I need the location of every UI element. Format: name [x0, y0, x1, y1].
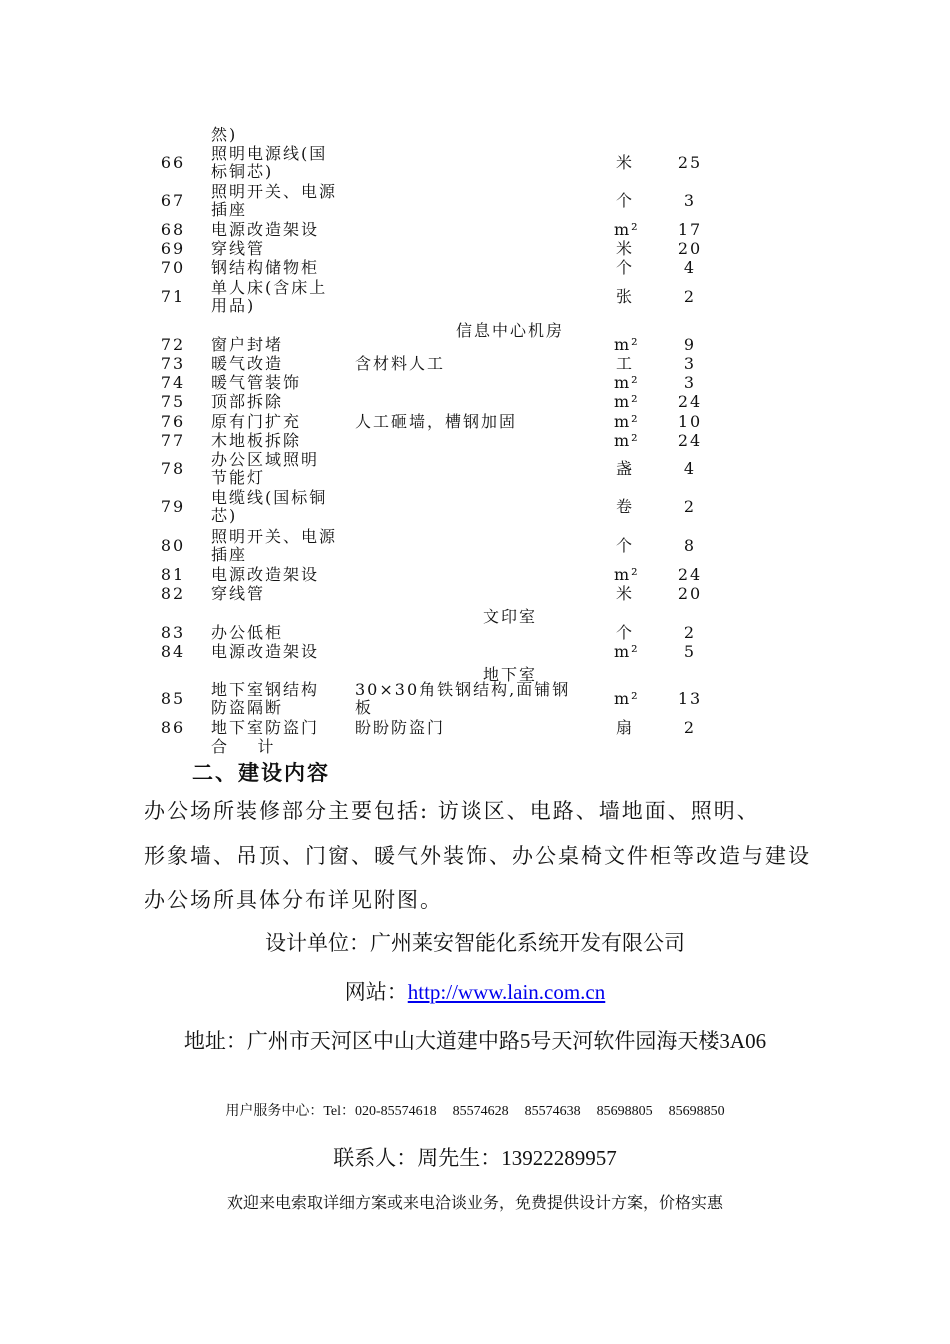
row-number: 78 — [160, 459, 186, 478]
phone-number: 85574628 — [452, 1104, 509, 1119]
item-name: 办公区域照明 节能灯 — [211, 450, 320, 487]
item-quantity: 4 — [683, 459, 697, 478]
item-unit: m² — [614, 220, 640, 239]
phone-number: 85698850 — [668, 1104, 725, 1119]
item-unit: m² — [614, 565, 640, 584]
item-description: 人工砸墙，槽钢加固 — [355, 412, 518, 431]
item-name: 合 计 — [211, 737, 276, 756]
website-link[interactable]: http://www.lain.com.cn — [407, 980, 606, 1004]
row-number: 83 — [160, 623, 186, 642]
item-quantity: 2 — [683, 623, 697, 642]
item-quantity: 25 — [677, 153, 703, 172]
item-unit: m² — [614, 373, 640, 392]
item-name: 穿线管 — [211, 239, 266, 258]
item-name: 穿线管 — [211, 584, 266, 603]
item-unit: 个 — [615, 191, 634, 210]
address: 地址：广州市天河区中山大道建中路5号天河软件园海天楼3A06 — [183, 1029, 767, 1053]
item-quantity: 13 — [677, 689, 703, 708]
row-number: 69 — [160, 239, 186, 258]
item-unit: m² — [614, 431, 640, 450]
welcome-note: 欢迎来电索取详细方案或来电洽谈业务，免费提供设计方案，价格实惠 — [226, 1195, 723, 1212]
row-number: 70 — [160, 258, 186, 277]
item-unit: 工 — [615, 354, 634, 373]
item-name: 木地板拆除 — [211, 431, 302, 450]
section-heading: 二、建设内容 — [192, 760, 330, 785]
item-quantity: 2 — [683, 497, 697, 516]
row-number: 84 — [160, 642, 186, 661]
item-name: 暖气管装饰 — [211, 373, 302, 392]
row-number: 73 — [160, 354, 186, 373]
item-quantity: 24 — [677, 431, 703, 450]
item-unit: 个 — [615, 536, 634, 555]
website-label: 网站： — [344, 980, 408, 1004]
item-description: 盼盼防盗门 — [355, 718, 446, 737]
item-quantity: 2 — [683, 718, 697, 737]
phone-number: 85574638 — [524, 1104, 581, 1119]
item-description: 含材料人工 — [355, 354, 446, 373]
item-name: 暖气改造 — [211, 354, 284, 373]
item-name: 照明电源线(国 标铜芯) — [211, 144, 328, 181]
item-name: 电源改造架设 — [211, 565, 320, 584]
item-unit: 个 — [615, 258, 634, 277]
phone-number: 85698805 — [596, 1104, 653, 1119]
item-quantity: 10 — [677, 412, 703, 431]
row-number: 72 — [160, 335, 186, 354]
item-quantity: 5 — [683, 642, 697, 661]
item-name: 顶部拆除 — [211, 392, 284, 411]
item-unit: m² — [614, 412, 640, 431]
item-name: 原有门扩充 — [211, 412, 302, 431]
contact-person: 联系人：周先生：13922289957 — [333, 1146, 617, 1170]
item-name: 办公低柜 — [211, 623, 284, 642]
item-quantity: 9 — [683, 335, 697, 354]
item-quantity: 3 — [683, 354, 697, 373]
item-unit: 张 — [615, 287, 634, 306]
item-unit: 个 — [615, 623, 634, 642]
content-paragraph-line-3: 办公场所具体分布详见附图。 — [144, 888, 443, 912]
item-quantity: 3 — [683, 191, 697, 210]
item-unit: m² — [614, 689, 640, 708]
item-name: 电源改造架设 — [211, 220, 320, 239]
row-number: 86 — [160, 718, 186, 737]
item-quantity: 20 — [677, 239, 703, 258]
row-number: 77 — [160, 431, 186, 450]
row-number: 79 — [160, 497, 186, 516]
row-number: 82 — [160, 584, 186, 603]
item-unit: 米 — [615, 239, 634, 258]
item-name: 单人床(含床上 用品) — [211, 278, 328, 315]
content-paragraph-line-1: 办公场所装修部分主要包括: 访谈区、电路、墙地面、照明、 — [144, 799, 760, 823]
item-name: 窗户封堵 — [211, 335, 284, 354]
item-quantity: 8 — [683, 536, 697, 555]
row-number: 81 — [160, 565, 186, 584]
item-quantity: 24 — [677, 392, 703, 411]
website-line — [0, 976, 950, 1006]
item-name: 电缆线(国标铜 芯) — [211, 488, 328, 525]
item-description: 30×30角铁钢结构,面铺钢 板 — [355, 680, 571, 717]
item-unit: 盏 — [615, 459, 634, 478]
item-name: 然) — [211, 125, 238, 144]
service-label: 用户服务中心：Tel：020-85574618 — [225, 1104, 437, 1119]
row-number: 67 — [160, 191, 186, 210]
item-name: 电源改造架设 — [211, 642, 320, 661]
row-number: 85 — [160, 689, 186, 708]
row-number: 74 — [160, 373, 186, 392]
row-number: 80 — [160, 536, 186, 555]
section-label: 地下室 — [482, 665, 537, 684]
design-unit: 设计单位：广州莱安智能化系统开发有限公司 — [265, 931, 685, 955]
item-quantity: 20 — [677, 584, 703, 603]
item-quantity: 17 — [677, 220, 703, 239]
row-number: 76 — [160, 412, 186, 431]
row-number: 75 — [160, 392, 186, 411]
item-unit: m² — [614, 335, 640, 354]
service-line — [0, 1100, 950, 1120]
item-quantity: 4 — [683, 258, 697, 277]
item-unit: 米 — [615, 584, 634, 603]
item-name: 地下室钢结构 防盗隔断 — [211, 680, 320, 717]
item-name: 地下室防盗门 — [211, 718, 320, 737]
item-name: 照明开关、电源 插座 — [211, 527, 338, 564]
item-name: 照明开关、电源 插座 — [211, 182, 338, 219]
row-number: 66 — [160, 153, 186, 172]
item-name: 钢结构储物柜 — [211, 258, 320, 277]
item-unit: 扇 — [615, 718, 634, 737]
row-number: 71 — [160, 287, 186, 306]
item-unit: m² — [614, 392, 640, 411]
content-paragraph-line-2: 形象墙、吊顶、门窗、暖气外装饰、办公桌椅文件柜等改造与建设 — [144, 844, 811, 868]
item-quantity: 24 — [677, 565, 703, 584]
item-unit: 米 — [615, 153, 634, 172]
section-label: 信息中心机房 — [455, 321, 564, 340]
item-quantity: 2 — [683, 287, 697, 306]
item-unit: m² — [614, 642, 640, 661]
item-quantity: 3 — [683, 373, 697, 392]
row-number: 68 — [160, 220, 186, 239]
item-unit: 卷 — [615, 497, 634, 516]
section-label: 文印室 — [482, 607, 537, 626]
